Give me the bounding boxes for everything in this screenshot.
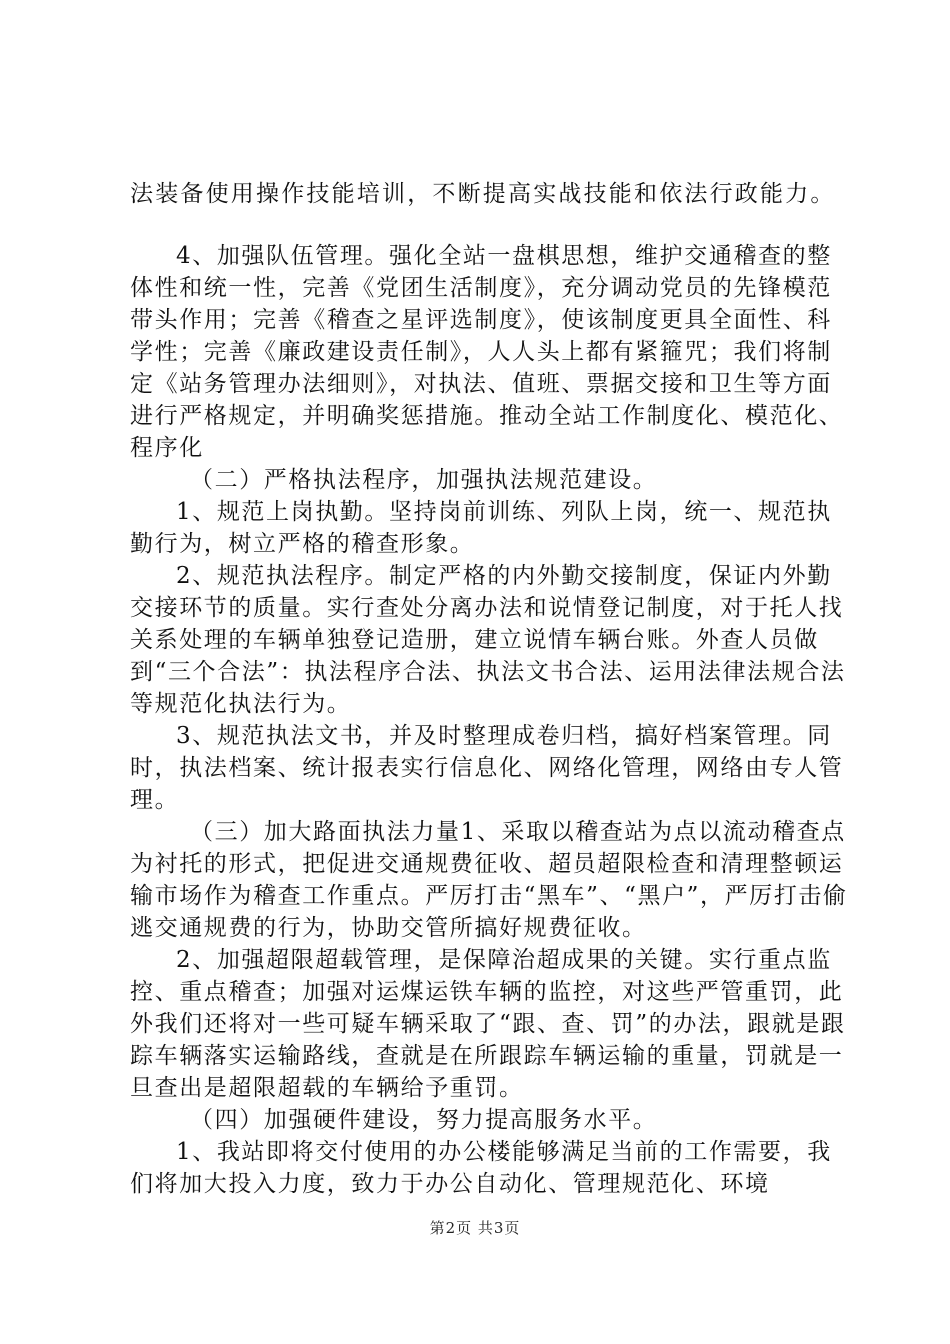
paragraph-continuation: 法装备使用操作技能培训，不断提高实战技能和依法行政能力。 <box>130 181 836 207</box>
page-number-footer: 第2页 共3页 <box>429 1219 521 1237</box>
paragraph-office-building: 1、我站即将交付使用的办公楼能够满足当前的工作需要，我们将加大投入力度，致力于办公自动化、管理规范化、环境 <box>130 1139 832 1197</box>
document-body <box>130 178 850 1200</box>
paragraph-overload-management: 2、加强超限超载管理，是保障治超成果的关键。实行重点监控、重点稽查；加强对运煤运铁车辆的监控，对这些严管重罚，此外我们还将对一些可疑车辆采取了“跟、查、罚”的办法，跟就是跟踪车辆落实运输路线，查就是在所跟踪车辆运输的重量，罚就是一旦查出是超限超载的车辆给予重罚。 <box>130 947 846 1101</box>
paragraph-duty-standard: 1、规范上岗执勤。坚持岗前训练、列队上岗，统一、规范执勤行为，树立严格的稽查形象。 <box>130 499 832 557</box>
paragraph-document-standard: 3、规范执法文书，并及时整理成卷归档，搞好档案管理。同时，执法档案、统计报表实行信息化、网络化管理，网络由专人管理。 <box>130 723 844 813</box>
section-heading-3: （三）加大路面执法力量1、采取以稽查站为点以流动稽查点为衬托的形式，把促进交通规费征收、超员超限检查和清理整顿运输市场作为稽查工作重点。严厉打击“黑车”、“黑户”，严厉打击偷逃交通规费的行为，协助交管所搞好规费征收。 <box>130 819 848 941</box>
paragraph-procedure-standard: 2、规范执法程序。制定严格的内外勤交接制度，保证内外勤交接环节的质量。实行查处分离办法和说情登记制度，对于托人找关系处理的车辆单独登记造册，建立说情车辆台账。外查人员做到“三个合法”：执法程序合法、执法文书合法、运用法律法规合法等规范化执法行为。 <box>130 563 846 717</box>
section-heading-2: （二）严格执法程序，加强执法规范建设。 <box>190 467 658 493</box>
paragraph-team-management: 4、加强队伍管理。强化全站一盘棋思想，维护交通稽查的整体性和统一性，完善《党团生活制度》，充分调动党员的先锋模范带头作用；完善《稽查之星评选制度》，使该制度更具全面性、科学性；完善《廉政建设责任制》，人人头上都有紧箍咒；我们将制定《站务管理办法细则》，对执法、值班、票据交接和卫生等方面进行严格规定，并明确奖惩措施。推动全站工作制度化、模范化、程序化 <box>130 243 844 461</box>
section-heading-4: （四）加强硬件建设，努力提高服务水平。 <box>190 1107 658 1133</box>
